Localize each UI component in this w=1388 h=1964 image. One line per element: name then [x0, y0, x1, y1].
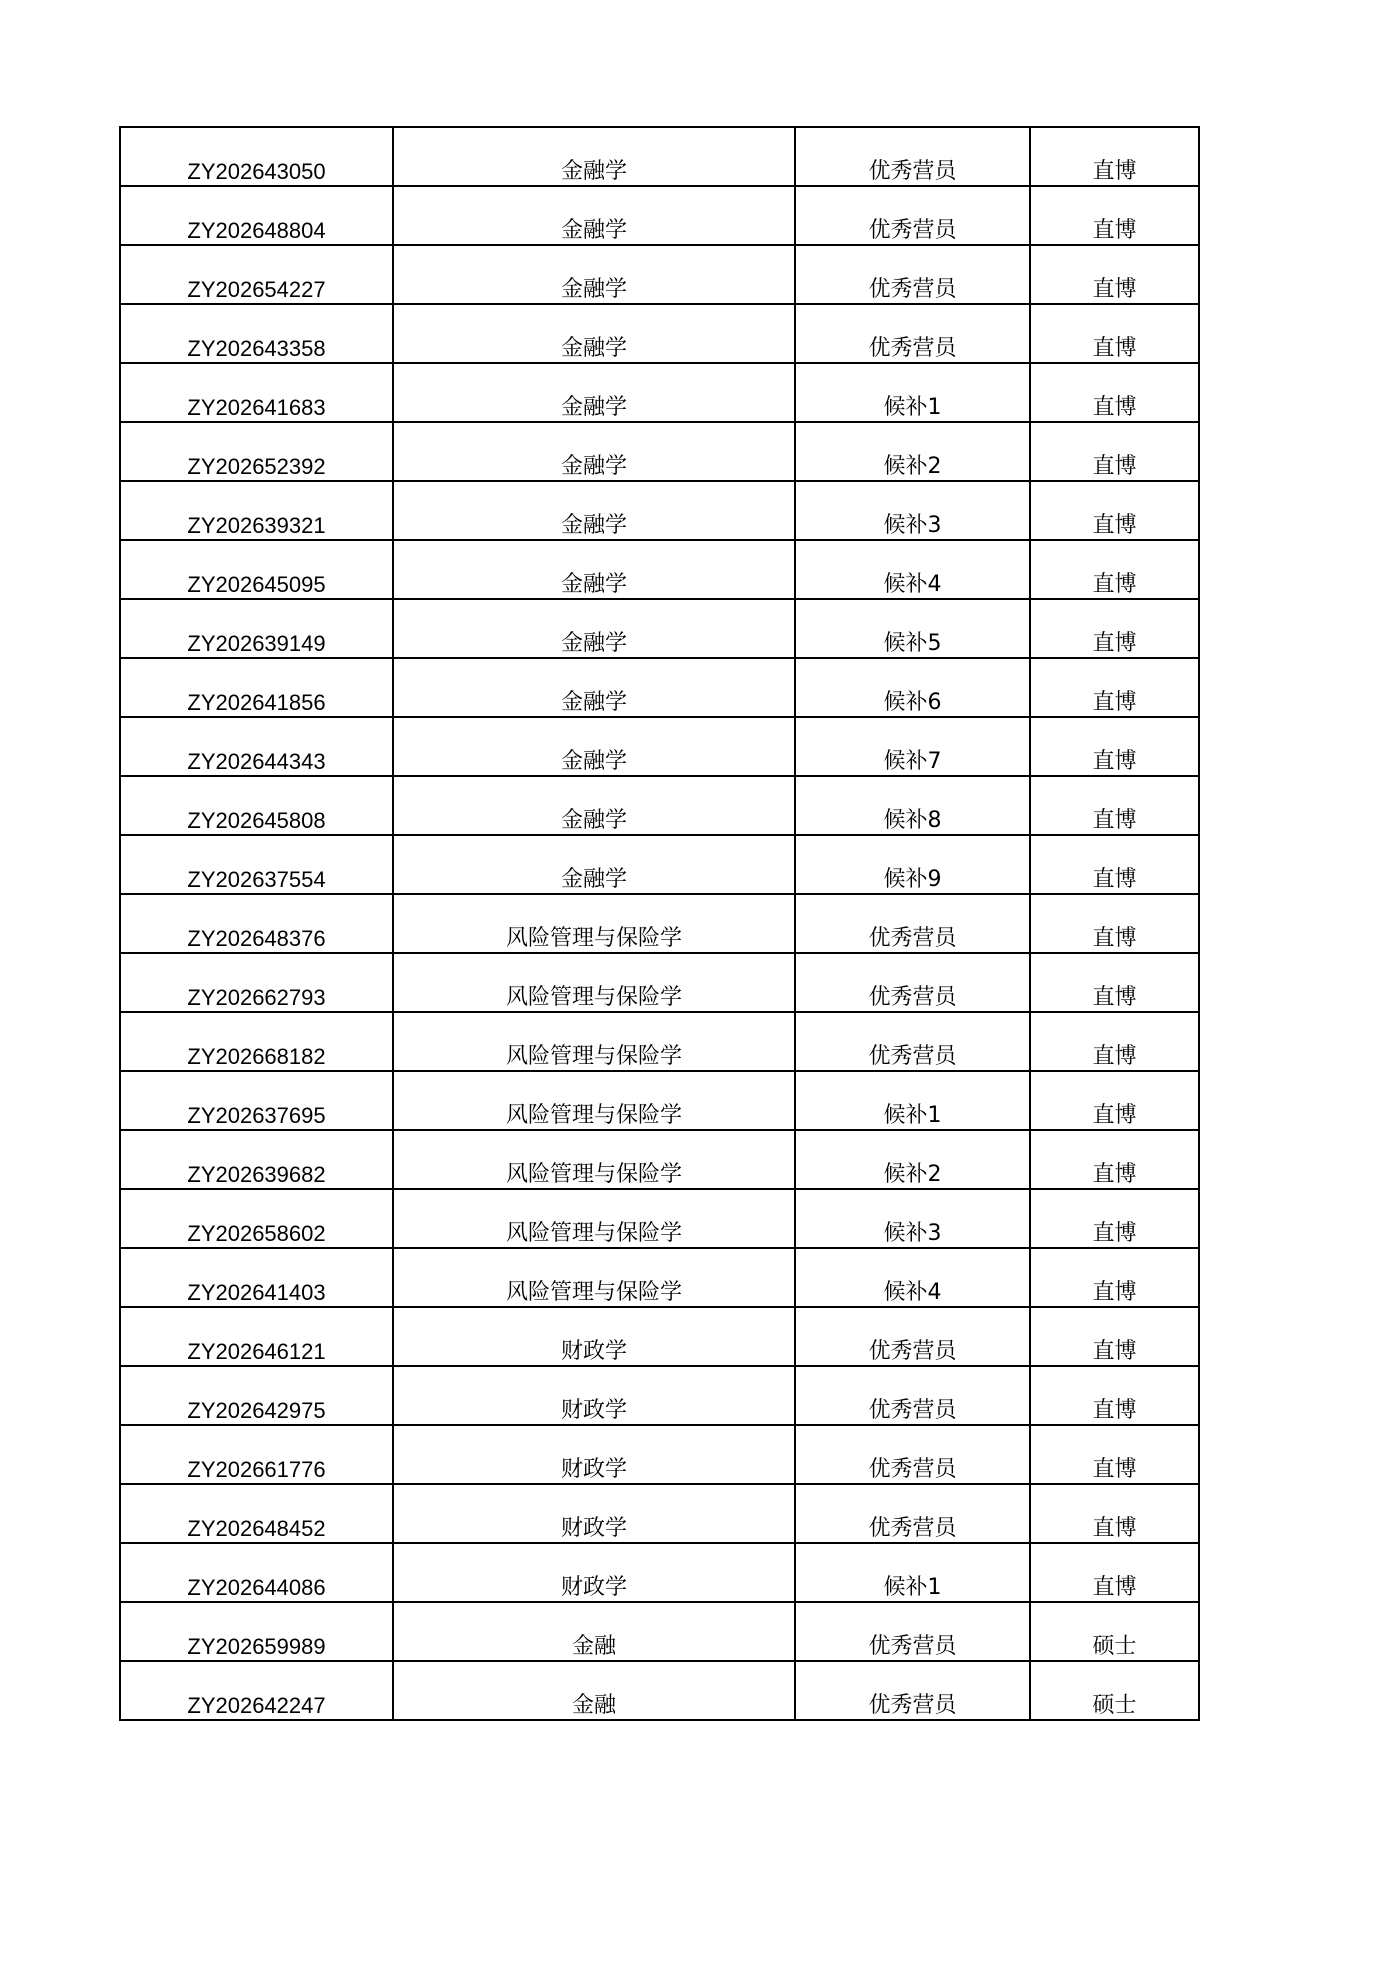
applicant-id-cell: ZY202662793 — [120, 953, 393, 1012]
program-type-cell: 直博 — [1030, 304, 1199, 363]
applicant-id-cell: ZY202648452 — [120, 1484, 393, 1543]
status-cell: 候补4 — [795, 540, 1030, 599]
applicant-id-cell: ZY202639149 — [120, 599, 393, 658]
status-cell: 候补1 — [795, 363, 1030, 422]
program-type-cell: 直博 — [1030, 1543, 1199, 1602]
program-type-cell: 直博 — [1030, 1012, 1199, 1071]
applicant-id-cell: ZY202659989 — [120, 1602, 393, 1661]
major-cell: 风险管理与保险学 — [393, 894, 795, 953]
applicant-id-cell: ZY202645808 — [120, 776, 393, 835]
program-type-cell: 硕士 — [1030, 1602, 1199, 1661]
program-type-cell: 直博 — [1030, 422, 1199, 481]
table-row — [120, 1189, 1199, 1248]
program-type-cell: 直博 — [1030, 1189, 1199, 1248]
status-cell: 优秀营员 — [795, 1602, 1030, 1661]
major-cell: 风险管理与保险学 — [393, 1071, 795, 1130]
major-cell: 金融 — [393, 1661, 795, 1720]
major-cell: 金融学 — [393, 481, 795, 540]
program-type-cell: 直博 — [1030, 1484, 1199, 1543]
applicant-id-cell: ZY202652392 — [120, 422, 393, 481]
table-row — [120, 1307, 1199, 1366]
status-cell: 优秀营员 — [795, 127, 1030, 186]
program-type-cell: 直博 — [1030, 1071, 1199, 1130]
major-cell: 金融学 — [393, 422, 795, 481]
applicant-id-cell: ZY202637554 — [120, 835, 393, 894]
major-cell: 金融学 — [393, 776, 795, 835]
major-cell: 金融学 — [393, 599, 795, 658]
status-cell: 候补8 — [795, 776, 1030, 835]
table-row — [120, 540, 1199, 599]
major-cell: 风险管理与保险学 — [393, 1248, 795, 1307]
program-type-cell: 直博 — [1030, 835, 1199, 894]
status-cell: 候补2 — [795, 422, 1030, 481]
table-row — [120, 127, 1199, 186]
applicant-id-cell: ZY202642247 — [120, 1661, 393, 1720]
major-cell: 金融学 — [393, 304, 795, 363]
program-type-cell: 直博 — [1030, 776, 1199, 835]
applicant-id-cell: ZY202643358 — [120, 304, 393, 363]
roster-table — [119, 126, 1200, 1721]
status-cell: 优秀营员 — [795, 1484, 1030, 1543]
table-row — [120, 481, 1199, 540]
status-cell: 优秀营员 — [795, 245, 1030, 304]
status-cell: 优秀营员 — [795, 894, 1030, 953]
status-cell: 候补9 — [795, 835, 1030, 894]
table-row — [120, 599, 1199, 658]
table-row — [120, 245, 1199, 304]
status-cell: 优秀营员 — [795, 186, 1030, 245]
table-row — [120, 422, 1199, 481]
applicant-id-cell: ZY202641403 — [120, 1248, 393, 1307]
table-row — [120, 1602, 1199, 1661]
major-cell: 金融学 — [393, 835, 795, 894]
applicant-id-cell: ZY202641683 — [120, 363, 393, 422]
applicant-id-cell: ZY202661776 — [120, 1425, 393, 1484]
major-cell: 金融学 — [393, 658, 795, 717]
program-type-cell: 直博 — [1030, 658, 1199, 717]
program-type-cell: 直博 — [1030, 1366, 1199, 1425]
table-row — [120, 717, 1199, 776]
table-row — [120, 1661, 1199, 1720]
status-cell: 优秀营员 — [795, 1012, 1030, 1071]
status-cell: 优秀营员 — [795, 953, 1030, 1012]
status-cell: 优秀营员 — [795, 1307, 1030, 1366]
status-cell: 候补3 — [795, 481, 1030, 540]
major-cell: 财政学 — [393, 1484, 795, 1543]
table-row — [120, 894, 1199, 953]
major-cell: 财政学 — [393, 1543, 795, 1602]
program-type-cell: 直博 — [1030, 186, 1199, 245]
status-cell: 优秀营员 — [795, 1366, 1030, 1425]
status-cell: 候补1 — [795, 1071, 1030, 1130]
applicant-id-cell: ZY202648376 — [120, 894, 393, 953]
major-cell: 金融学 — [393, 186, 795, 245]
major-cell: 风险管理与保险学 — [393, 953, 795, 1012]
table-row — [120, 1484, 1199, 1543]
table-row — [120, 304, 1199, 363]
table-row — [120, 1071, 1199, 1130]
status-cell: 候补7 — [795, 717, 1030, 776]
program-type-cell: 直博 — [1030, 363, 1199, 422]
table-row — [120, 953, 1199, 1012]
program-type-cell: 直博 — [1030, 1248, 1199, 1307]
program-type-cell: 硕士 — [1030, 1661, 1199, 1720]
status-cell: 候补4 — [795, 1248, 1030, 1307]
major-cell: 金融学 — [393, 717, 795, 776]
program-type-cell: 直博 — [1030, 1130, 1199, 1189]
applicant-id-cell: ZY202658602 — [120, 1189, 393, 1248]
major-cell: 风险管理与保险学 — [393, 1130, 795, 1189]
program-type-cell: 直博 — [1030, 540, 1199, 599]
major-cell: 金融 — [393, 1602, 795, 1661]
major-cell: 财政学 — [393, 1366, 795, 1425]
status-cell: 优秀营员 — [795, 304, 1030, 363]
major-cell: 金融学 — [393, 363, 795, 422]
program-type-cell: 直博 — [1030, 894, 1199, 953]
table-row — [120, 186, 1199, 245]
applicant-id-cell: ZY202654227 — [120, 245, 393, 304]
applicant-id-cell: ZY202644343 — [120, 717, 393, 776]
program-type-cell: 直博 — [1030, 127, 1199, 186]
applicant-id-cell: ZY202639682 — [120, 1130, 393, 1189]
table-row — [120, 1248, 1199, 1307]
table-row — [120, 1012, 1199, 1071]
program-type-cell: 直博 — [1030, 245, 1199, 304]
table-row — [120, 776, 1199, 835]
applicant-id-cell: ZY202639321 — [120, 481, 393, 540]
major-cell: 财政学 — [393, 1425, 795, 1484]
applicant-id-cell: ZY202641856 — [120, 658, 393, 717]
status-cell: 候补1 — [795, 1543, 1030, 1602]
major-cell: 风险管理与保险学 — [393, 1012, 795, 1071]
status-cell: 优秀营员 — [795, 1661, 1030, 1720]
major-cell: 财政学 — [393, 1307, 795, 1366]
table-row — [120, 1425, 1199, 1484]
program-type-cell: 直博 — [1030, 717, 1199, 776]
major-cell: 金融学 — [393, 245, 795, 304]
applicant-id-cell: ZY202646121 — [120, 1307, 393, 1366]
table-row — [120, 1366, 1199, 1425]
applicant-id-cell: ZY202644086 — [120, 1543, 393, 1602]
applicant-id-cell: ZY202643050 — [120, 127, 393, 186]
table-row — [120, 1543, 1199, 1602]
applicant-id-cell: ZY202637695 — [120, 1071, 393, 1130]
major-cell: 风险管理与保险学 — [393, 1189, 795, 1248]
roster-table-body — [120, 127, 1199, 1720]
applicant-id-cell: ZY202642975 — [120, 1366, 393, 1425]
program-type-cell: 直博 — [1030, 953, 1199, 1012]
program-type-cell: 直博 — [1030, 1425, 1199, 1484]
major-cell: 金融学 — [393, 127, 795, 186]
status-cell: 候补2 — [795, 1130, 1030, 1189]
applicant-id-cell: ZY202648804 — [120, 186, 393, 245]
status-cell: 候补6 — [795, 658, 1030, 717]
status-cell: 候补5 — [795, 599, 1030, 658]
applicant-id-cell: ZY202668182 — [120, 1012, 393, 1071]
table-row — [120, 835, 1199, 894]
applicant-id-cell: ZY202645095 — [120, 540, 393, 599]
program-type-cell: 直博 — [1030, 599, 1199, 658]
status-cell: 优秀营员 — [795, 1425, 1030, 1484]
program-type-cell: 直博 — [1030, 481, 1199, 540]
table-row — [120, 363, 1199, 422]
status-cell: 候补3 — [795, 1189, 1030, 1248]
table-row — [120, 658, 1199, 717]
program-type-cell: 直博 — [1030, 1307, 1199, 1366]
table-row — [120, 1130, 1199, 1189]
major-cell: 金融学 — [393, 540, 795, 599]
